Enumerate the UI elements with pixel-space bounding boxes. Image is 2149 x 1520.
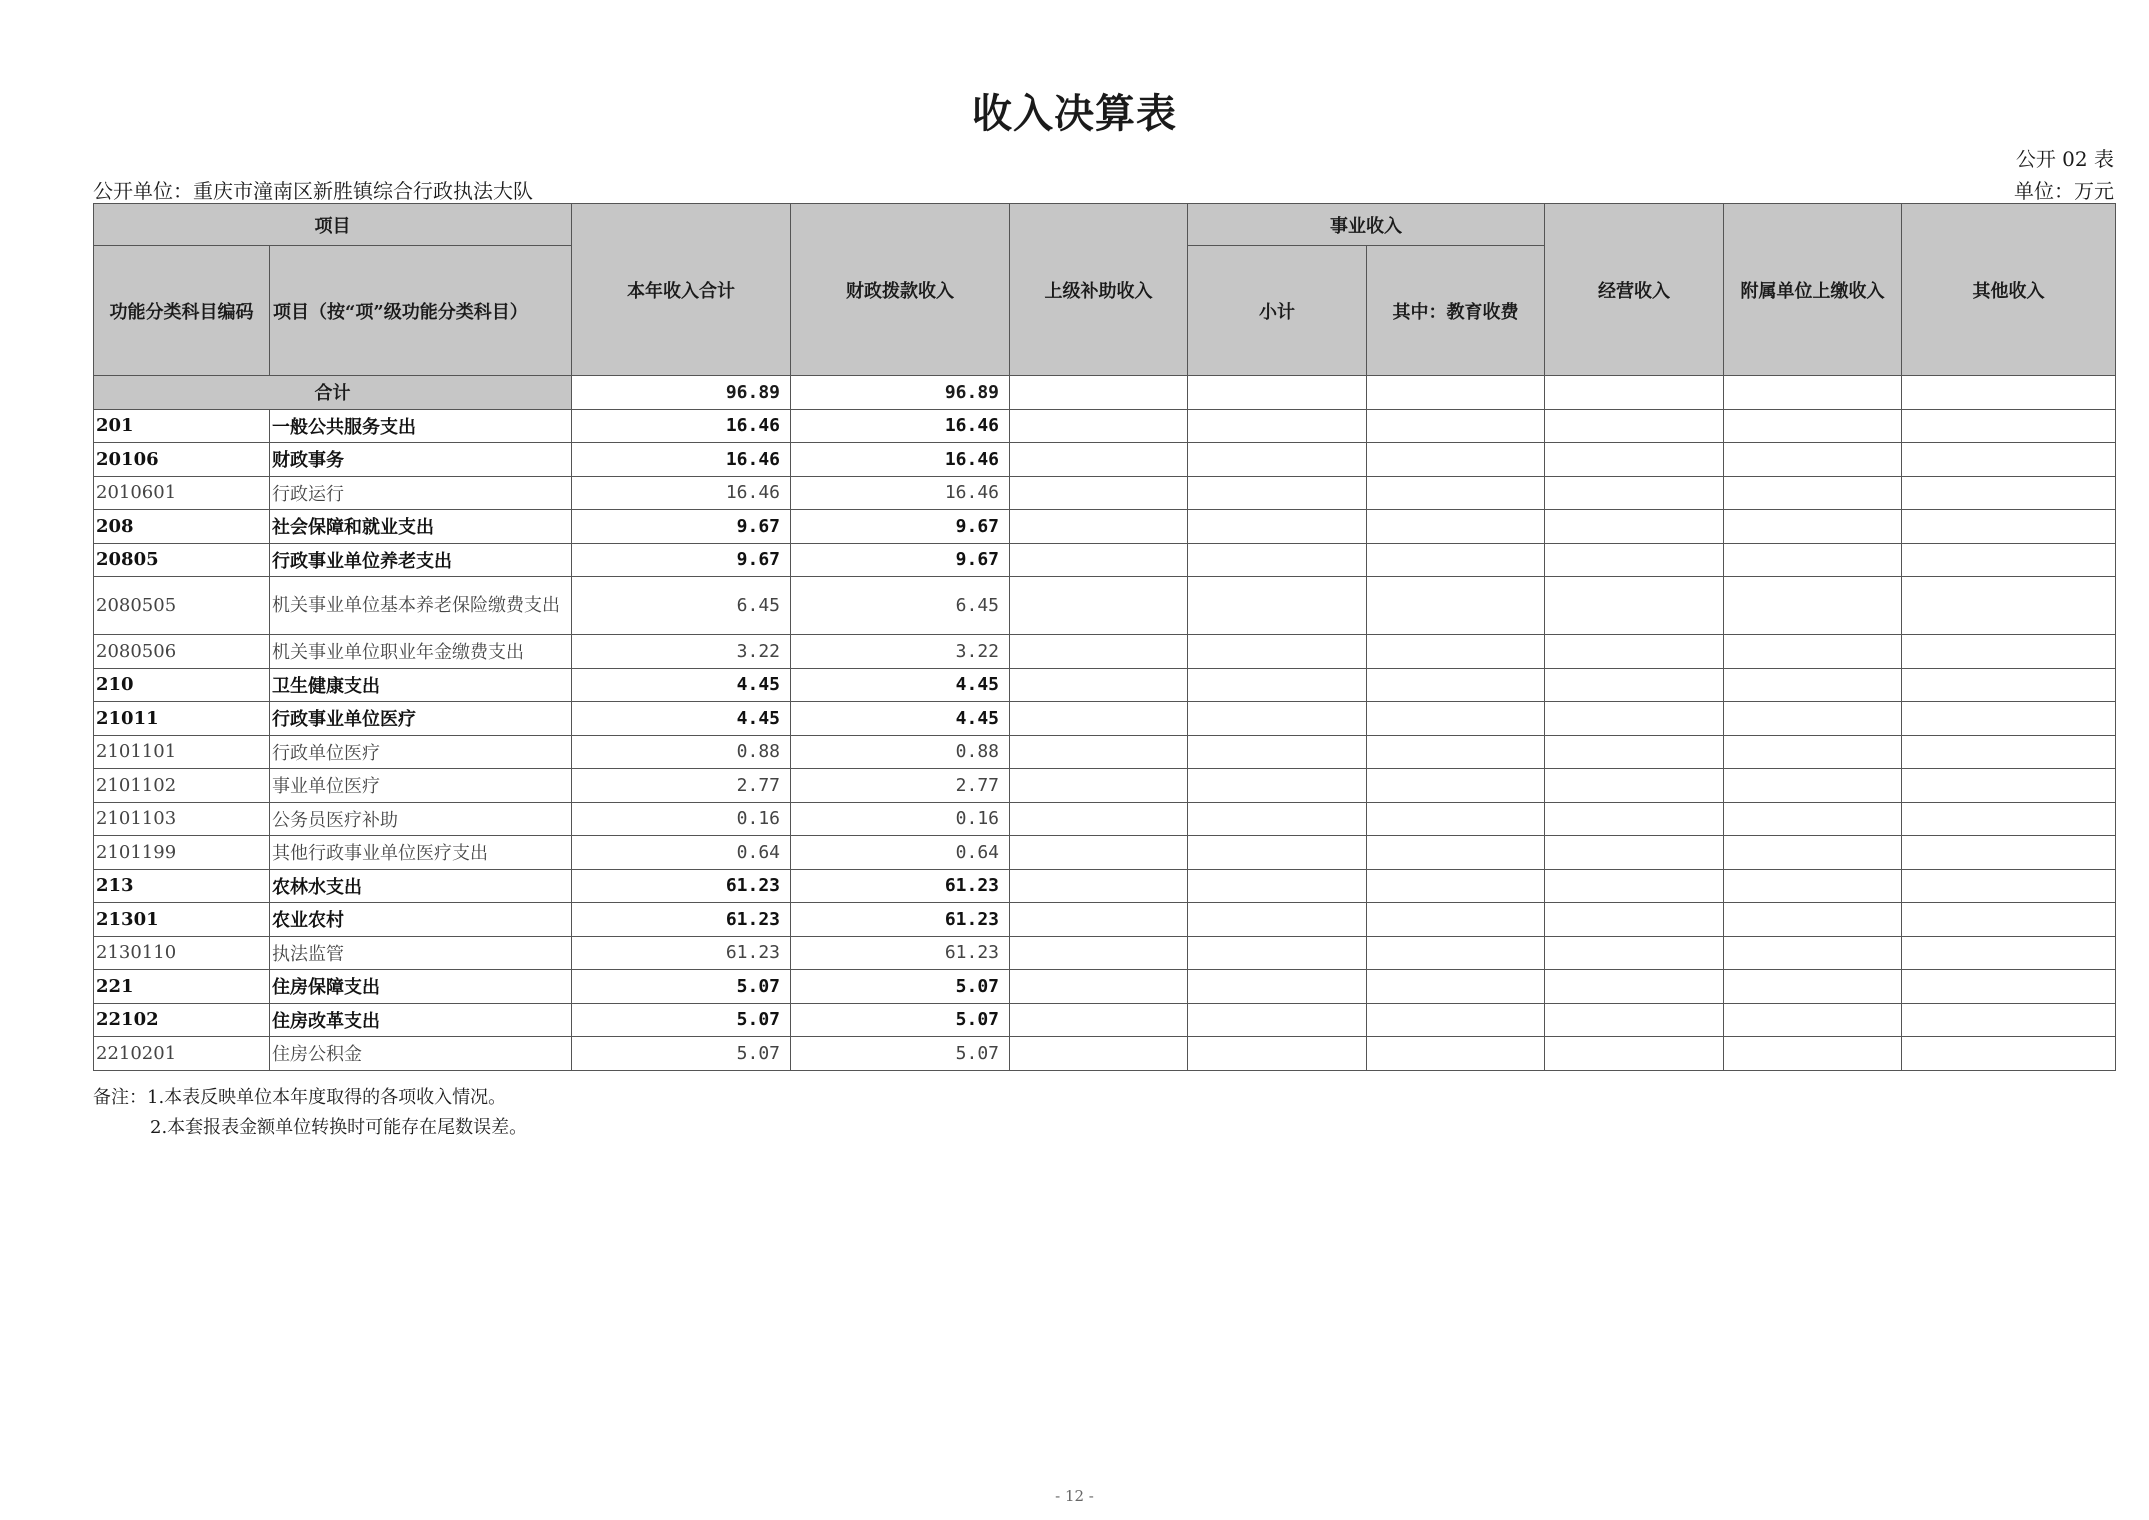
empty-cell (1724, 702, 1902, 736)
row-code: 21301 (94, 903, 270, 937)
note-1: 备注：1.本表反映单位本年度取得的各项收入情况。 (93, 1087, 507, 1108)
row-code: 201 (94, 409, 270, 443)
row-total-income: 9.67 (572, 510, 791, 544)
empty-cell (1010, 376, 1188, 410)
row-name: 其他行政事业单位医疗支出 (270, 836, 572, 870)
row-name: 农业农村 (270, 903, 572, 937)
row-total-income: 5.07 (572, 1003, 791, 1037)
row-total-income: 61.23 (572, 936, 791, 970)
row-name: 社会保障和就业支出 (270, 510, 572, 544)
empty-cell (1545, 409, 1724, 443)
empty-cell (1902, 702, 2116, 736)
row-fiscal-income: 2.77 (791, 769, 1010, 803)
table-row (94, 668, 2116, 702)
empty-cell (1902, 476, 2116, 510)
header-total-income: 本年收入合计 (572, 204, 791, 376)
empty-cell (1367, 1003, 1545, 1037)
table-row (94, 443, 2116, 477)
row-name: 行政事业单位医疗 (270, 702, 572, 736)
empty-cell (1545, 443, 1724, 477)
empty-cell (1902, 376, 2116, 410)
row-fiscal-income: 3.22 (791, 635, 1010, 669)
empty-cell (1545, 869, 1724, 903)
table-row (94, 635, 2116, 669)
empty-cell (1010, 409, 1188, 443)
row-code: 2130110 (94, 936, 270, 970)
empty-cell (1545, 735, 1724, 769)
row-code: 2080505 (94, 577, 270, 635)
row-fiscal-income: 4.45 (791, 702, 1010, 736)
empty-cell (1367, 409, 1545, 443)
empty-cell (1545, 1037, 1724, 1071)
empty-cell (1188, 802, 1367, 836)
row-code: 2010601 (94, 476, 270, 510)
empty-cell (1367, 936, 1545, 970)
reporting-unit: 公开单位：重庆市潼南区新胜镇综合行政执法大队 (93, 179, 533, 203)
header-superior-subsidy: 上级补助收入 (1010, 204, 1188, 376)
row-total-income: 61.23 (572, 869, 791, 903)
empty-cell (1902, 635, 2116, 669)
empty-cell (1188, 1003, 1367, 1037)
empty-cell (1010, 577, 1188, 635)
empty-cell (1545, 376, 1724, 410)
table-row (94, 869, 2116, 903)
empty-cell (1367, 702, 1545, 736)
empty-cell (1545, 903, 1724, 937)
empty-cell (1010, 802, 1188, 836)
empty-cell (1188, 836, 1367, 870)
row-fiscal-income: 0.88 (791, 735, 1010, 769)
row-fiscal-income: 0.16 (791, 802, 1010, 836)
row-fiscal-income: 5.07 (791, 970, 1010, 1004)
empty-cell (1545, 510, 1724, 544)
row-code: 2101101 (94, 735, 270, 769)
empty-cell (1724, 635, 1902, 669)
table-row (94, 1003, 2116, 1037)
empty-cell (1367, 376, 1545, 410)
empty-cell (1188, 735, 1367, 769)
empty-cell (1010, 735, 1188, 769)
empty-cell (1010, 769, 1188, 803)
row-code: 2080506 (94, 635, 270, 669)
row-total-income: 9.67 (572, 543, 791, 577)
row-total-income: 16.46 (572, 409, 791, 443)
row-total-income: 16.46 (572, 476, 791, 510)
row-code: 20805 (94, 543, 270, 577)
income-statement-table (93, 203, 2116, 1071)
row-name: 财政事务 (270, 443, 572, 477)
row-total-income: 3.22 (572, 635, 791, 669)
empty-cell (1902, 510, 2116, 544)
empty-cell (1902, 836, 2116, 870)
empty-cell (1724, 836, 1902, 870)
header-business-income: 事业收入 (1188, 204, 1545, 246)
empty-cell (1188, 510, 1367, 544)
empty-cell (1545, 970, 1724, 1004)
row-fiscal-income: 16.46 (791, 443, 1010, 477)
empty-cell (1902, 903, 2116, 937)
table-row (94, 903, 2116, 937)
row-total-income: 5.07 (572, 970, 791, 1004)
empty-cell (1188, 668, 1367, 702)
empty-cell (1367, 903, 1545, 937)
page-title: 收入决算表 (972, 90, 1177, 137)
table-row (94, 802, 2116, 836)
note-2: 2.本套报表金额单位转换时可能存在尾数误差。 (150, 1117, 528, 1138)
empty-cell (1010, 476, 1188, 510)
empty-cell (1367, 635, 1545, 669)
empty-cell (1902, 443, 2116, 477)
empty-cell (1010, 543, 1188, 577)
header-function-code: 功能分类科目编码 (94, 246, 270, 376)
row-code: 208 (94, 510, 270, 544)
row-total-income: 6.45 (572, 577, 791, 635)
row-fiscal-income: 6.45 (791, 577, 1010, 635)
row-name: 机关事业单位基本养老保险缴费支出 (270, 577, 572, 635)
empty-cell (1545, 802, 1724, 836)
empty-cell (1010, 970, 1188, 1004)
row-fiscal-income: 9.67 (791, 543, 1010, 577)
row-total-income: 2.77 (572, 769, 791, 803)
empty-cell (1367, 836, 1545, 870)
empty-cell (1545, 936, 1724, 970)
empty-cell (1545, 1003, 1724, 1037)
empty-cell (1367, 970, 1545, 1004)
empty-cell (1724, 577, 1902, 635)
row-name: 农林水支出 (270, 869, 572, 903)
empty-cell (1010, 635, 1188, 669)
table-row (94, 577, 2116, 635)
empty-cell (1188, 543, 1367, 577)
empty-cell (1902, 802, 2116, 836)
row-fiscal-income: 9.67 (791, 510, 1010, 544)
empty-cell (1367, 510, 1545, 544)
empty-cell (1724, 769, 1902, 803)
row-code: 210 (94, 668, 270, 702)
row-name: 事业单位医疗 (270, 769, 572, 803)
empty-cell (1367, 577, 1545, 635)
total-income-value: 96.89 (572, 376, 791, 410)
empty-cell (1367, 543, 1545, 577)
empty-cell (1188, 769, 1367, 803)
empty-cell (1188, 443, 1367, 477)
row-total-income: 0.88 (572, 735, 791, 769)
header-affiliated-income: 附属单位上缴收入 (1724, 204, 1902, 376)
row-total-income: 61.23 (572, 903, 791, 937)
empty-cell (1545, 668, 1724, 702)
empty-cell (1188, 577, 1367, 635)
row-name: 执法监管 (270, 936, 572, 970)
header-fiscal-income: 财政拨款收入 (791, 204, 1010, 376)
row-code: 221 (94, 970, 270, 1004)
notes (93, 1083, 527, 1143)
currency-unit: 单位：万元 (2014, 179, 2114, 203)
empty-cell (1010, 903, 1188, 937)
empty-cell (1724, 476, 1902, 510)
row-name: 行政事业单位养老支出 (270, 543, 572, 577)
header-item-name: 项目（按“项”级功能分类科目） (270, 246, 572, 376)
empty-cell (1188, 476, 1367, 510)
total-row (94, 376, 2116, 410)
empty-cell (1545, 702, 1724, 736)
empty-cell (1724, 443, 1902, 477)
table-row (94, 936, 2116, 970)
row-total-income: 5.07 (572, 1037, 791, 1071)
table-row (94, 735, 2116, 769)
empty-cell (1724, 1037, 1902, 1071)
empty-cell (1902, 869, 2116, 903)
header-project: 项目 (94, 204, 572, 246)
empty-cell (1367, 476, 1545, 510)
total-label: 合计 (94, 376, 572, 410)
row-fiscal-income: 4.45 (791, 668, 1010, 702)
row-fiscal-income: 5.07 (791, 1037, 1010, 1071)
row-name: 住房保障支出 (270, 970, 572, 1004)
row-fiscal-income: 0.64 (791, 836, 1010, 870)
row-code: 2101103 (94, 802, 270, 836)
empty-cell (1010, 443, 1188, 477)
table-row (94, 836, 2116, 870)
empty-cell (1010, 1003, 1188, 1037)
row-name: 行政运行 (270, 476, 572, 510)
empty-cell (1367, 443, 1545, 477)
empty-cell (1188, 936, 1367, 970)
empty-cell (1724, 409, 1902, 443)
empty-cell (1367, 735, 1545, 769)
row-name: 一般公共服务支出 (270, 409, 572, 443)
table-row (94, 409, 2116, 443)
empty-cell (1188, 635, 1367, 669)
empty-cell (1724, 1003, 1902, 1037)
page-number: - 12 - (1055, 1487, 1094, 1505)
empty-cell (1902, 668, 2116, 702)
empty-cell (1367, 869, 1545, 903)
empty-cell (1902, 936, 2116, 970)
table-row (94, 702, 2116, 736)
empty-cell (1902, 1003, 2116, 1037)
empty-cell (1545, 476, 1724, 510)
empty-cell (1188, 903, 1367, 937)
row-code: 21011 (94, 702, 270, 736)
empty-cell (1367, 1037, 1545, 1071)
row-code: 213 (94, 869, 270, 903)
row-total-income: 4.45 (572, 668, 791, 702)
row-fiscal-income: 61.23 (791, 869, 1010, 903)
header-other-income: 其他收入 (1902, 204, 2116, 376)
empty-cell (1545, 836, 1724, 870)
empty-cell (1902, 409, 2116, 443)
empty-cell (1010, 836, 1188, 870)
empty-cell (1902, 577, 2116, 635)
header-operating-income: 经营收入 (1545, 204, 1724, 376)
empty-cell (1188, 702, 1367, 736)
empty-cell (1724, 543, 1902, 577)
row-code: 22102 (94, 1003, 270, 1037)
empty-cell (1724, 970, 1902, 1004)
table-row (94, 970, 2116, 1004)
row-code: 2101102 (94, 769, 270, 803)
empty-cell (1188, 1037, 1367, 1071)
total-fiscal-value: 96.89 (791, 376, 1010, 410)
table-row (94, 769, 2116, 803)
empty-cell (1902, 543, 2116, 577)
empty-cell (1724, 936, 1902, 970)
empty-cell (1188, 869, 1367, 903)
empty-cell (1902, 970, 2116, 1004)
row-fiscal-income: 16.46 (791, 409, 1010, 443)
row-total-income: 0.64 (572, 836, 791, 870)
empty-cell (1367, 802, 1545, 836)
table-row (94, 543, 2116, 577)
row-fiscal-income: 61.23 (791, 936, 1010, 970)
empty-cell (1724, 802, 1902, 836)
empty-cell (1724, 376, 1902, 410)
empty-cell (1010, 668, 1188, 702)
row-fiscal-income: 5.07 (791, 1003, 1010, 1037)
empty-cell (1367, 769, 1545, 803)
row-name: 住房公积金 (270, 1037, 572, 1071)
empty-cell (1902, 735, 2116, 769)
header-subtotal: 小计 (1188, 246, 1367, 376)
row-name: 机关事业单位职业年金缴费支出 (270, 635, 572, 669)
empty-cell (1010, 1037, 1188, 1071)
row-name: 公务员医疗补助 (270, 802, 572, 836)
header-education-fee: 其中：教育收费 (1367, 246, 1545, 376)
empty-cell (1724, 903, 1902, 937)
row-total-income: 0.16 (572, 802, 791, 836)
table-row (94, 1037, 2116, 1071)
empty-cell (1367, 668, 1545, 702)
empty-cell (1724, 735, 1902, 769)
empty-cell (1188, 970, 1367, 1004)
row-code: 2101199 (94, 836, 270, 870)
empty-cell (1545, 635, 1724, 669)
empty-cell (1010, 936, 1188, 970)
empty-cell (1545, 577, 1724, 635)
row-code: 2210201 (94, 1037, 270, 1071)
row-fiscal-income: 61.23 (791, 903, 1010, 937)
table-row (94, 510, 2116, 544)
form-number: 公开 02 表 (2015, 147, 2114, 171)
empty-cell (1724, 510, 1902, 544)
row-name: 行政单位医疗 (270, 735, 572, 769)
empty-cell (1010, 510, 1188, 544)
empty-cell (1902, 769, 2116, 803)
row-fiscal-income: 16.46 (791, 476, 1010, 510)
empty-cell (1010, 869, 1188, 903)
row-total-income: 16.46 (572, 443, 791, 477)
empty-cell (1724, 869, 1902, 903)
empty-cell (1188, 409, 1367, 443)
empty-cell (1545, 543, 1724, 577)
empty-cell (1010, 702, 1188, 736)
empty-cell (1724, 668, 1902, 702)
row-name: 卫生健康支出 (270, 668, 572, 702)
row-code: 20106 (94, 443, 270, 477)
table-row (94, 476, 2116, 510)
row-total-income: 4.45 (572, 702, 791, 736)
empty-cell (1545, 769, 1724, 803)
empty-cell (1902, 1037, 2116, 1071)
row-name: 住房改革支出 (270, 1003, 572, 1037)
empty-cell (1188, 376, 1367, 410)
